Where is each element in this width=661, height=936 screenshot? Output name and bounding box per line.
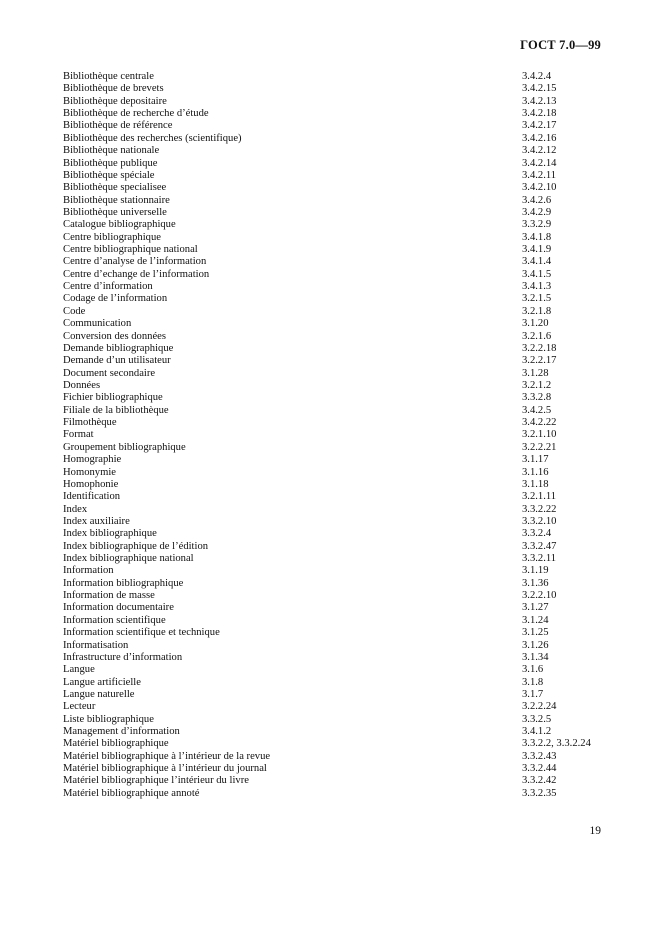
index-entry bbox=[63, 281, 603, 293]
index-entry bbox=[63, 380, 603, 392]
index-entry bbox=[63, 454, 603, 466]
index-entry bbox=[63, 207, 603, 219]
index-term: Demande bibliographique bbox=[63, 342, 174, 354]
index-entry bbox=[63, 306, 603, 318]
index-term: Matériel bibliographique bbox=[63, 738, 169, 750]
index-entry bbox=[63, 479, 603, 491]
index-term: Groupement bibliographique bbox=[63, 441, 186, 453]
index-reference: 3.3.2.10 bbox=[522, 515, 557, 527]
index-reference: 3.1.8 bbox=[522, 676, 544, 688]
index-reference: 3.4.2.9 bbox=[522, 206, 552, 218]
index-term: Codage de l’information bbox=[63, 293, 168, 305]
index-reference: 3.4.2.22 bbox=[522, 417, 557, 429]
index-reference: 3.3.2.22 bbox=[522, 503, 557, 515]
index-entry bbox=[63, 726, 603, 738]
index-term: Bibliothèque specialisee bbox=[63, 182, 167, 194]
index-term: Lecteur bbox=[63, 701, 96, 713]
index-entry bbox=[63, 331, 603, 343]
index-reference: 3.3.2.42 bbox=[522, 775, 557, 787]
index-entry bbox=[63, 417, 603, 429]
index-entry bbox=[63, 602, 603, 614]
index-entry bbox=[63, 158, 603, 170]
index-reference: 3.1.28 bbox=[522, 367, 549, 379]
index-reference: 3.1.6 bbox=[522, 664, 544, 676]
index-reference: 3.4.2.5 bbox=[522, 404, 552, 416]
index-reference: 3.1.25 bbox=[522, 627, 549, 639]
index-entry bbox=[63, 219, 603, 231]
index-entry bbox=[63, 553, 603, 565]
index-reference: 3.4.1.4 bbox=[522, 256, 552, 268]
index-reference: 3.1.26 bbox=[522, 639, 549, 651]
index-reference: 3.4.2.15 bbox=[522, 83, 557, 95]
index-reference: 3.4.2.12 bbox=[522, 145, 557, 157]
index-term: Centre d’information bbox=[63, 281, 153, 293]
index-reference: 3.4.2.6 bbox=[522, 194, 552, 206]
index-term: Homonymie bbox=[63, 466, 116, 478]
index-term: Bibliothèque spéciale bbox=[63, 169, 155, 181]
index-term: Code bbox=[63, 305, 86, 317]
index-reference: 3.4.2.18 bbox=[522, 108, 557, 120]
index-term: Bibliothèque publique bbox=[63, 157, 158, 169]
index-entry bbox=[63, 429, 603, 441]
index-entry bbox=[63, 232, 603, 244]
index-term: Matériel bibliographique l’intérieur du livre bbox=[63, 775, 249, 787]
index-entry bbox=[63, 96, 603, 108]
index-reference: 3.3.2.9 bbox=[522, 219, 552, 231]
index-reference: 3.4.2.16 bbox=[522, 132, 557, 144]
index-term: Centre d’analyse de l’information bbox=[63, 256, 207, 268]
index-term: Catalogue bibliographique bbox=[63, 219, 176, 231]
index-entry bbox=[63, 392, 603, 404]
index-reference: 3.4.1.9 bbox=[522, 244, 552, 256]
index-reference: 3.3.2.35 bbox=[522, 787, 557, 799]
index-term: Communication bbox=[63, 318, 132, 330]
index-term: Index bibliographique national bbox=[63, 553, 194, 565]
index-term: Format bbox=[63, 429, 94, 441]
index-term: Langue naturelle bbox=[63, 688, 135, 700]
index-reference: 3.1.19 bbox=[522, 565, 549, 577]
index-term: Filiale de la bibliothèque bbox=[63, 404, 169, 416]
index-term: Centre d’echange de l’information bbox=[63, 268, 210, 280]
index-entry bbox=[63, 182, 603, 194]
index-term: Management d’information bbox=[63, 726, 180, 738]
index-term: Homophonie bbox=[63, 478, 119, 490]
index-entry bbox=[63, 751, 603, 763]
index-term: Matériel bibliographique à l’intérieur de la revue bbox=[63, 750, 271, 762]
index-entry bbox=[63, 652, 603, 664]
index-reference: 3.3.2.47 bbox=[522, 540, 557, 552]
index-term: Bibliothèque de référence bbox=[63, 120, 173, 132]
index-term: Identification bbox=[63, 491, 121, 503]
index-term: Liste bibliographique bbox=[63, 713, 154, 725]
index-entry bbox=[63, 368, 603, 380]
index-term: Bibliothèque universelle bbox=[63, 206, 167, 218]
index-entry bbox=[63, 256, 603, 268]
index-entry bbox=[63, 565, 603, 577]
index-entry bbox=[63, 578, 603, 590]
index-entry bbox=[63, 71, 603, 83]
index-term: Information bbox=[63, 565, 114, 577]
index-reference: 3.4.2.4 bbox=[522, 71, 552, 82]
index-entry bbox=[63, 677, 603, 689]
index-entry bbox=[63, 541, 603, 553]
index-entry bbox=[63, 467, 603, 479]
index-term: Homographie bbox=[63, 454, 122, 466]
index-reference: 3.1.20 bbox=[522, 318, 549, 330]
index-term: Bibliothèque nationale bbox=[63, 145, 160, 157]
index-entry bbox=[63, 504, 603, 516]
page-number: 19 bbox=[589, 825, 601, 837]
index-reference: 3.3.2.11 bbox=[522, 553, 557, 565]
index-reference: 3.4.1.2 bbox=[522, 726, 552, 738]
index-term: Index bbox=[63, 503, 88, 515]
index-entry bbox=[63, 343, 603, 355]
index-entry bbox=[63, 318, 603, 330]
index-entry bbox=[63, 664, 603, 676]
index-entry bbox=[63, 528, 603, 540]
index-entry bbox=[63, 405, 603, 417]
index-term: Bibliothèque centrale bbox=[63, 71, 154, 82]
index-term: Information bibliographique bbox=[63, 577, 184, 589]
index-entry bbox=[63, 516, 603, 528]
index-reference: 3.1.24 bbox=[522, 614, 549, 626]
index-term: Centre bibliographique bbox=[63, 231, 161, 243]
index-reference: 3.1.16 bbox=[522, 466, 549, 478]
index-entry bbox=[63, 701, 603, 713]
document-header: ГОСТ 7.0—99 bbox=[520, 38, 601, 52]
index-reference: 3.2.2.24 bbox=[522, 701, 557, 713]
index-entry bbox=[63, 442, 603, 454]
index-term: Informatisation bbox=[63, 639, 129, 651]
index-term: Filmothèque bbox=[63, 417, 117, 429]
index-term: Bibliothèque de brevets bbox=[63, 83, 164, 95]
index-entry bbox=[63, 195, 603, 207]
index-reference: 3.4.2.13 bbox=[522, 95, 557, 107]
term-index-list bbox=[63, 71, 603, 800]
index-reference: 3.2.2.10 bbox=[522, 590, 557, 602]
index-term: Bibliothèque depositaire bbox=[63, 95, 167, 107]
index-reference: 3.4.1.5 bbox=[522, 268, 552, 280]
index-term: Index bibliographique bbox=[63, 528, 157, 540]
index-reference: 3.1.18 bbox=[522, 478, 549, 490]
index-reference: 3.2.2.18 bbox=[522, 342, 557, 354]
index-term: Information documentaire bbox=[63, 602, 174, 614]
index-term: Matériel bibliographique à l’intérieur du journal bbox=[63, 763, 267, 775]
index-reference: 3.4.2.10 bbox=[522, 182, 557, 194]
index-term: Document secondaire bbox=[63, 367, 156, 379]
index-reference: 3.3.2.44 bbox=[522, 763, 557, 775]
index-entry bbox=[63, 689, 603, 701]
index-reference: 3.1.27 bbox=[522, 602, 549, 614]
index-reference: 3.2.1.8 bbox=[522, 305, 552, 317]
index-term: Demande d’un utilisateur bbox=[63, 355, 171, 367]
index-entry bbox=[63, 763, 603, 775]
index-reference: 3.2.1.2 bbox=[522, 379, 552, 391]
index-entry bbox=[63, 145, 603, 157]
index-entry bbox=[63, 108, 603, 120]
index-entry bbox=[63, 788, 603, 800]
index-term: Index auxiliaire bbox=[63, 515, 130, 527]
index-reference: 3.3.2.43 bbox=[522, 750, 557, 762]
index-entry bbox=[63, 83, 603, 95]
index-reference: 3.4.2.11 bbox=[522, 169, 557, 181]
index-term: Infrastructure d’information bbox=[63, 651, 183, 663]
index-term: Langue bbox=[63, 664, 95, 676]
index-reference: 3.3.2.2, 3.3.2.24 bbox=[522, 738, 591, 750]
index-reference: 3.1.34 bbox=[522, 651, 549, 663]
index-reference: 3.2.1.6 bbox=[522, 330, 552, 342]
index-term: Fichier bibliographique bbox=[63, 392, 163, 404]
index-reference: 3.3.2.8 bbox=[522, 392, 552, 404]
index-entry bbox=[63, 640, 603, 652]
index-term: Information de masse bbox=[63, 590, 155, 602]
index-reference: 3.4.1.3 bbox=[522, 281, 552, 293]
index-term: Information scientifique et technique bbox=[63, 627, 220, 639]
index-entry bbox=[63, 491, 603, 503]
index-entry bbox=[63, 355, 603, 367]
index-reference: 3.2.2.17 bbox=[522, 355, 557, 367]
index-reference: 3.1.7 bbox=[522, 688, 544, 700]
index-reference: 3.1.17 bbox=[522, 454, 549, 466]
index-reference: 3.3.2.4 bbox=[522, 528, 552, 540]
index-term: Bibliothèque des recherches (scientifique) bbox=[63, 132, 242, 144]
index-term: Information scientifique bbox=[63, 614, 166, 626]
index-reference: 3.2.1.11 bbox=[522, 491, 557, 503]
index-entry bbox=[63, 590, 603, 602]
index-entry bbox=[63, 775, 603, 787]
index-entry bbox=[63, 714, 603, 726]
index-term: Bibliothèque stationnaire bbox=[63, 194, 170, 206]
index-entry bbox=[63, 269, 603, 281]
index-entry bbox=[63, 133, 603, 145]
index-term: Conversion des données bbox=[63, 330, 166, 342]
index-entry bbox=[63, 615, 603, 627]
index-entry bbox=[63, 293, 603, 305]
index-reference: 3.2.1.10 bbox=[522, 429, 557, 441]
index-entry bbox=[63, 244, 603, 256]
index-reference: 3.4.2.17 bbox=[522, 120, 557, 132]
index-term: Index bibliographique de l’édition bbox=[63, 540, 209, 552]
index-reference: 3.1.36 bbox=[522, 577, 549, 589]
index-term: Langue artificielle bbox=[63, 676, 141, 688]
index-reference: 3.4.1.8 bbox=[522, 231, 552, 243]
index-reference: 3.2.1.5 bbox=[522, 293, 552, 305]
index-term: Données bbox=[63, 379, 101, 391]
index-term: Centre bibliographique national bbox=[63, 244, 198, 256]
index-term: Bibliothèque de recherche d’étude bbox=[63, 108, 209, 120]
index-entry bbox=[63, 120, 603, 132]
index-entry bbox=[63, 627, 603, 639]
index-reference: 3.2.2.21 bbox=[522, 441, 557, 453]
index-entry bbox=[63, 738, 603, 750]
index-term: Matériel bibliographique annoté bbox=[63, 787, 200, 799]
index-reference: 3.4.2.14 bbox=[522, 157, 557, 169]
index-entry bbox=[63, 170, 603, 182]
index-reference: 3.3.2.5 bbox=[522, 713, 552, 725]
